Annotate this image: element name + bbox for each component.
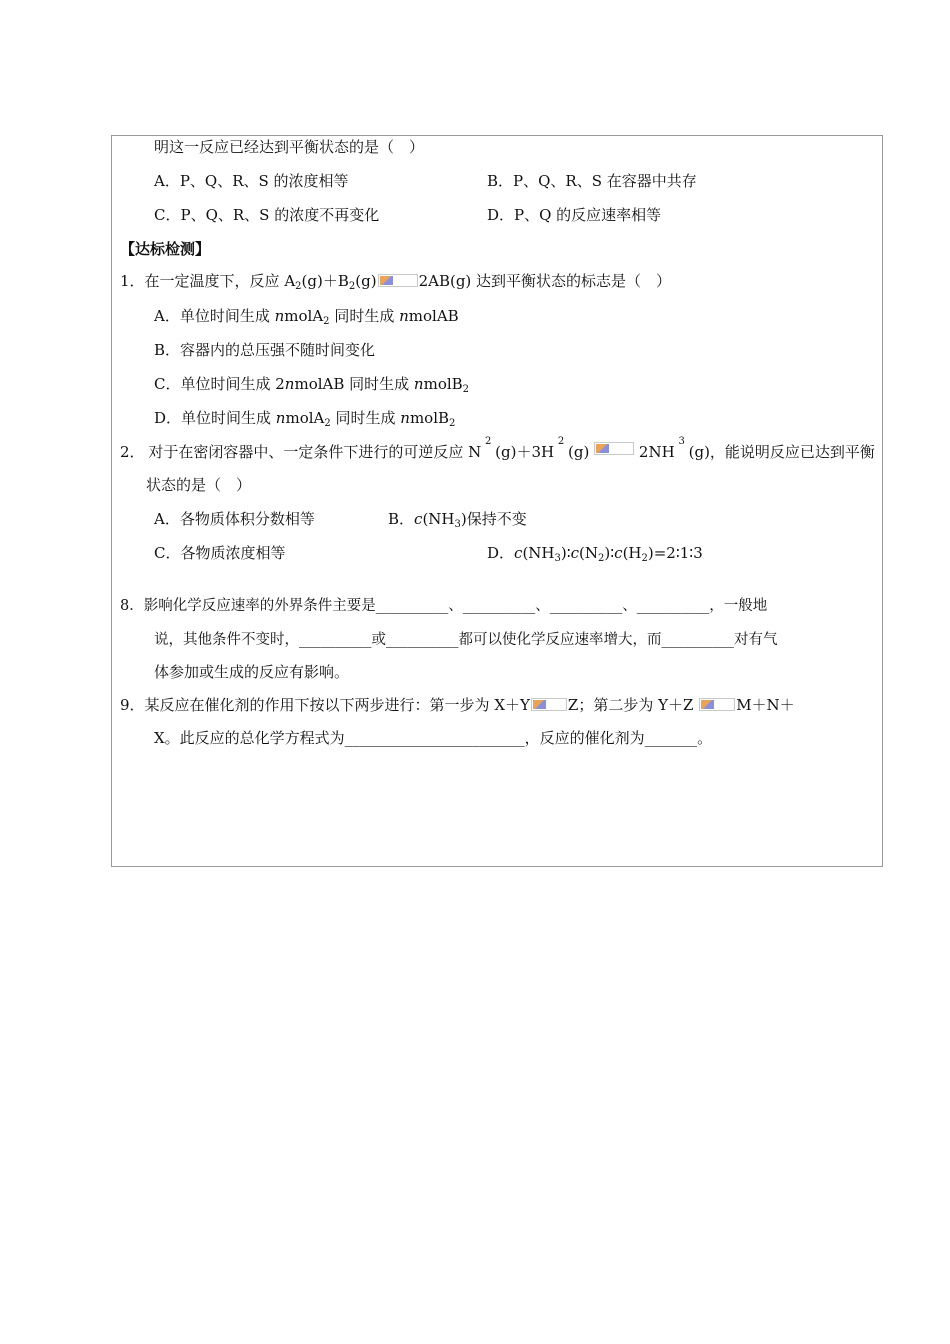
reversible-arrow-icon: [699, 698, 735, 711]
q1-stem: 1．在一定温度下，反应 $A_2(g)+B_2(g)$ 2AB(g) 达到平衡状态的标志是（ ）: [120, 272, 672, 292]
section-title: 【达标检测】: [120, 240, 211, 258]
q2-option-c: C．各物质浓度相等: [154, 544, 286, 562]
q2-option-b: B．$c(NH_3)$保持不变: [388, 510, 527, 530]
q1-option-c: C．单位时间生成 2nmolAB 同时生成 nmolB$_2$: [154, 375, 470, 395]
reversible-arrow-icon: [531, 698, 567, 711]
q8-line2: 说，其他条件不变时，__________或__________都可以使化学反应速率增大，而__________对有气: [154, 632, 778, 648]
q1-option-b: B．容器内的总压强不随时间变化: [154, 341, 376, 359]
q0-option-d: D．P、Q 的反应速率相等: [487, 206, 662, 224]
q8-line1: 8．影响化学反应速率的外界条件主要是__________、__________、__________、__________，一般地: [120, 598, 768, 614]
q1-number: 1．: [120, 272, 145, 290]
q2-option-a: A．各物质体积分数相等: [154, 510, 315, 528]
content-frame: [111, 135, 883, 867]
q0-option-b: B．P、Q、R、S 在容器中共存: [487, 172, 697, 190]
q9-line2: X。此反应的总化学方程式为________________________，反应的催化剂为_______。: [154, 729, 713, 747]
q8-line3: 体参加或生成的反应有影响。: [154, 663, 350, 681]
q9-line1: 9．某反应在催化剂的作用下按以下两步进行：第一步为 X＋Y Z；第二步为 Y＋Z M＋N＋: [120, 696, 795, 714]
q0-option-c: C．P、Q、R、S 的浓度不再变化: [154, 206, 380, 224]
reversible-arrow-icon: [378, 274, 418, 287]
q0-stem-continuation: 明这一反应已经达到平衡状态的是（ ）: [154, 138, 425, 156]
q2-option-d: D．$c(NH_3)∶c(N_2)∶c(H_2)=2∶1∶3$: [487, 544, 703, 564]
q2-stem: 2． 对于在密闭容器中、一定条件下进行的可逆反应 N 2 (g)＋3H 2 (g) 2NH 3 (g)，能说明反应已达到平衡: [120, 436, 875, 461]
q0-option-a: A．P、Q、R、S 的浓度相等: [154, 172, 349, 190]
q1-option-d: D．单位时间生成 nmolA$_2$ 同时生成 nmolB$_2$: [154, 409, 456, 429]
q2-stem-line2: 状态的是（ ）: [146, 476, 252, 494]
reversible-arrow-icon: [594, 442, 634, 455]
q8-number: 8．: [120, 598, 144, 614]
q9-number: 9．: [120, 696, 145, 714]
q2-number: 2．: [120, 443, 145, 461]
q1-option-a: A．单位时间生成 nmolA$_2$ 同时生成 nmolAB: [154, 307, 459, 327]
